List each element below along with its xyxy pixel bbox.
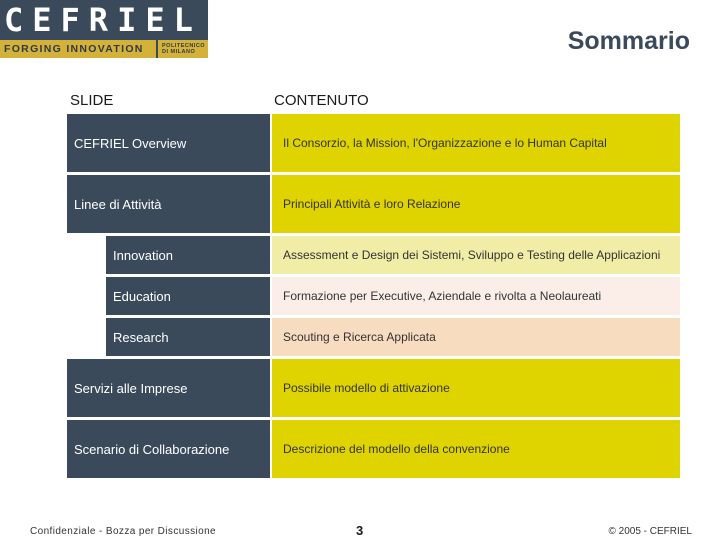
row-content-overview: Il Consorzio, la Mission, l'Organizzazione e lo Human Capital [272, 114, 680, 172]
row-slide-overview: CEFRIEL Overview [67, 114, 270, 172]
column-header-slide: SLIDE [70, 92, 114, 109]
column-header-content: CONTENUTO [274, 92, 369, 109]
logo-partner-line1: POLITECNICO [162, 43, 206, 49]
logo-partner-line2: DI MILANO [162, 49, 196, 55]
row-slide-innovation: Innovation [106, 236, 270, 274]
row-slide-research: Research [106, 318, 270, 356]
row-slide-scenario: Scenario di Collaborazione [67, 420, 270, 478]
row-slide-servizi: Servizi alle Imprese [67, 359, 270, 417]
footer-confidential: Confidenziale - Bozza per Discussione [30, 526, 216, 537]
row-content-research: Scouting e Ricerca Applicata [272, 318, 680, 356]
logo-tagline: FORGING INNOVATION [4, 43, 144, 55]
footer-copyright: © 2005 - CEFRIEL [608, 526, 692, 537]
cefriel-logo [0, 0, 208, 60]
page-title: Sommario [567, 27, 690, 55]
row-content-education: Formazione per Executive, Aziendale e rivolta a Neolaureati [272, 277, 680, 315]
logo-bar [0, 40, 208, 58]
row-slide-education: Education [106, 277, 270, 315]
row-slide-linee: Linee di Attività [67, 175, 270, 233]
page-number: 3 [356, 523, 364, 538]
logo-wordmark: CEFRIEL [0, 0, 208, 40]
row-content-scenario: Descrizione del modello della convenzione [272, 420, 680, 478]
row-content-servizi: Possibile modello di attivazione [272, 359, 680, 417]
logo-partner [158, 43, 205, 55]
row-content-linee: Principali Attività e loro Relazione [272, 175, 680, 233]
row-content-innovation: Assessment e Design dei Sistemi, Sviluppo e Testing delle Applicazioni [272, 236, 680, 274]
